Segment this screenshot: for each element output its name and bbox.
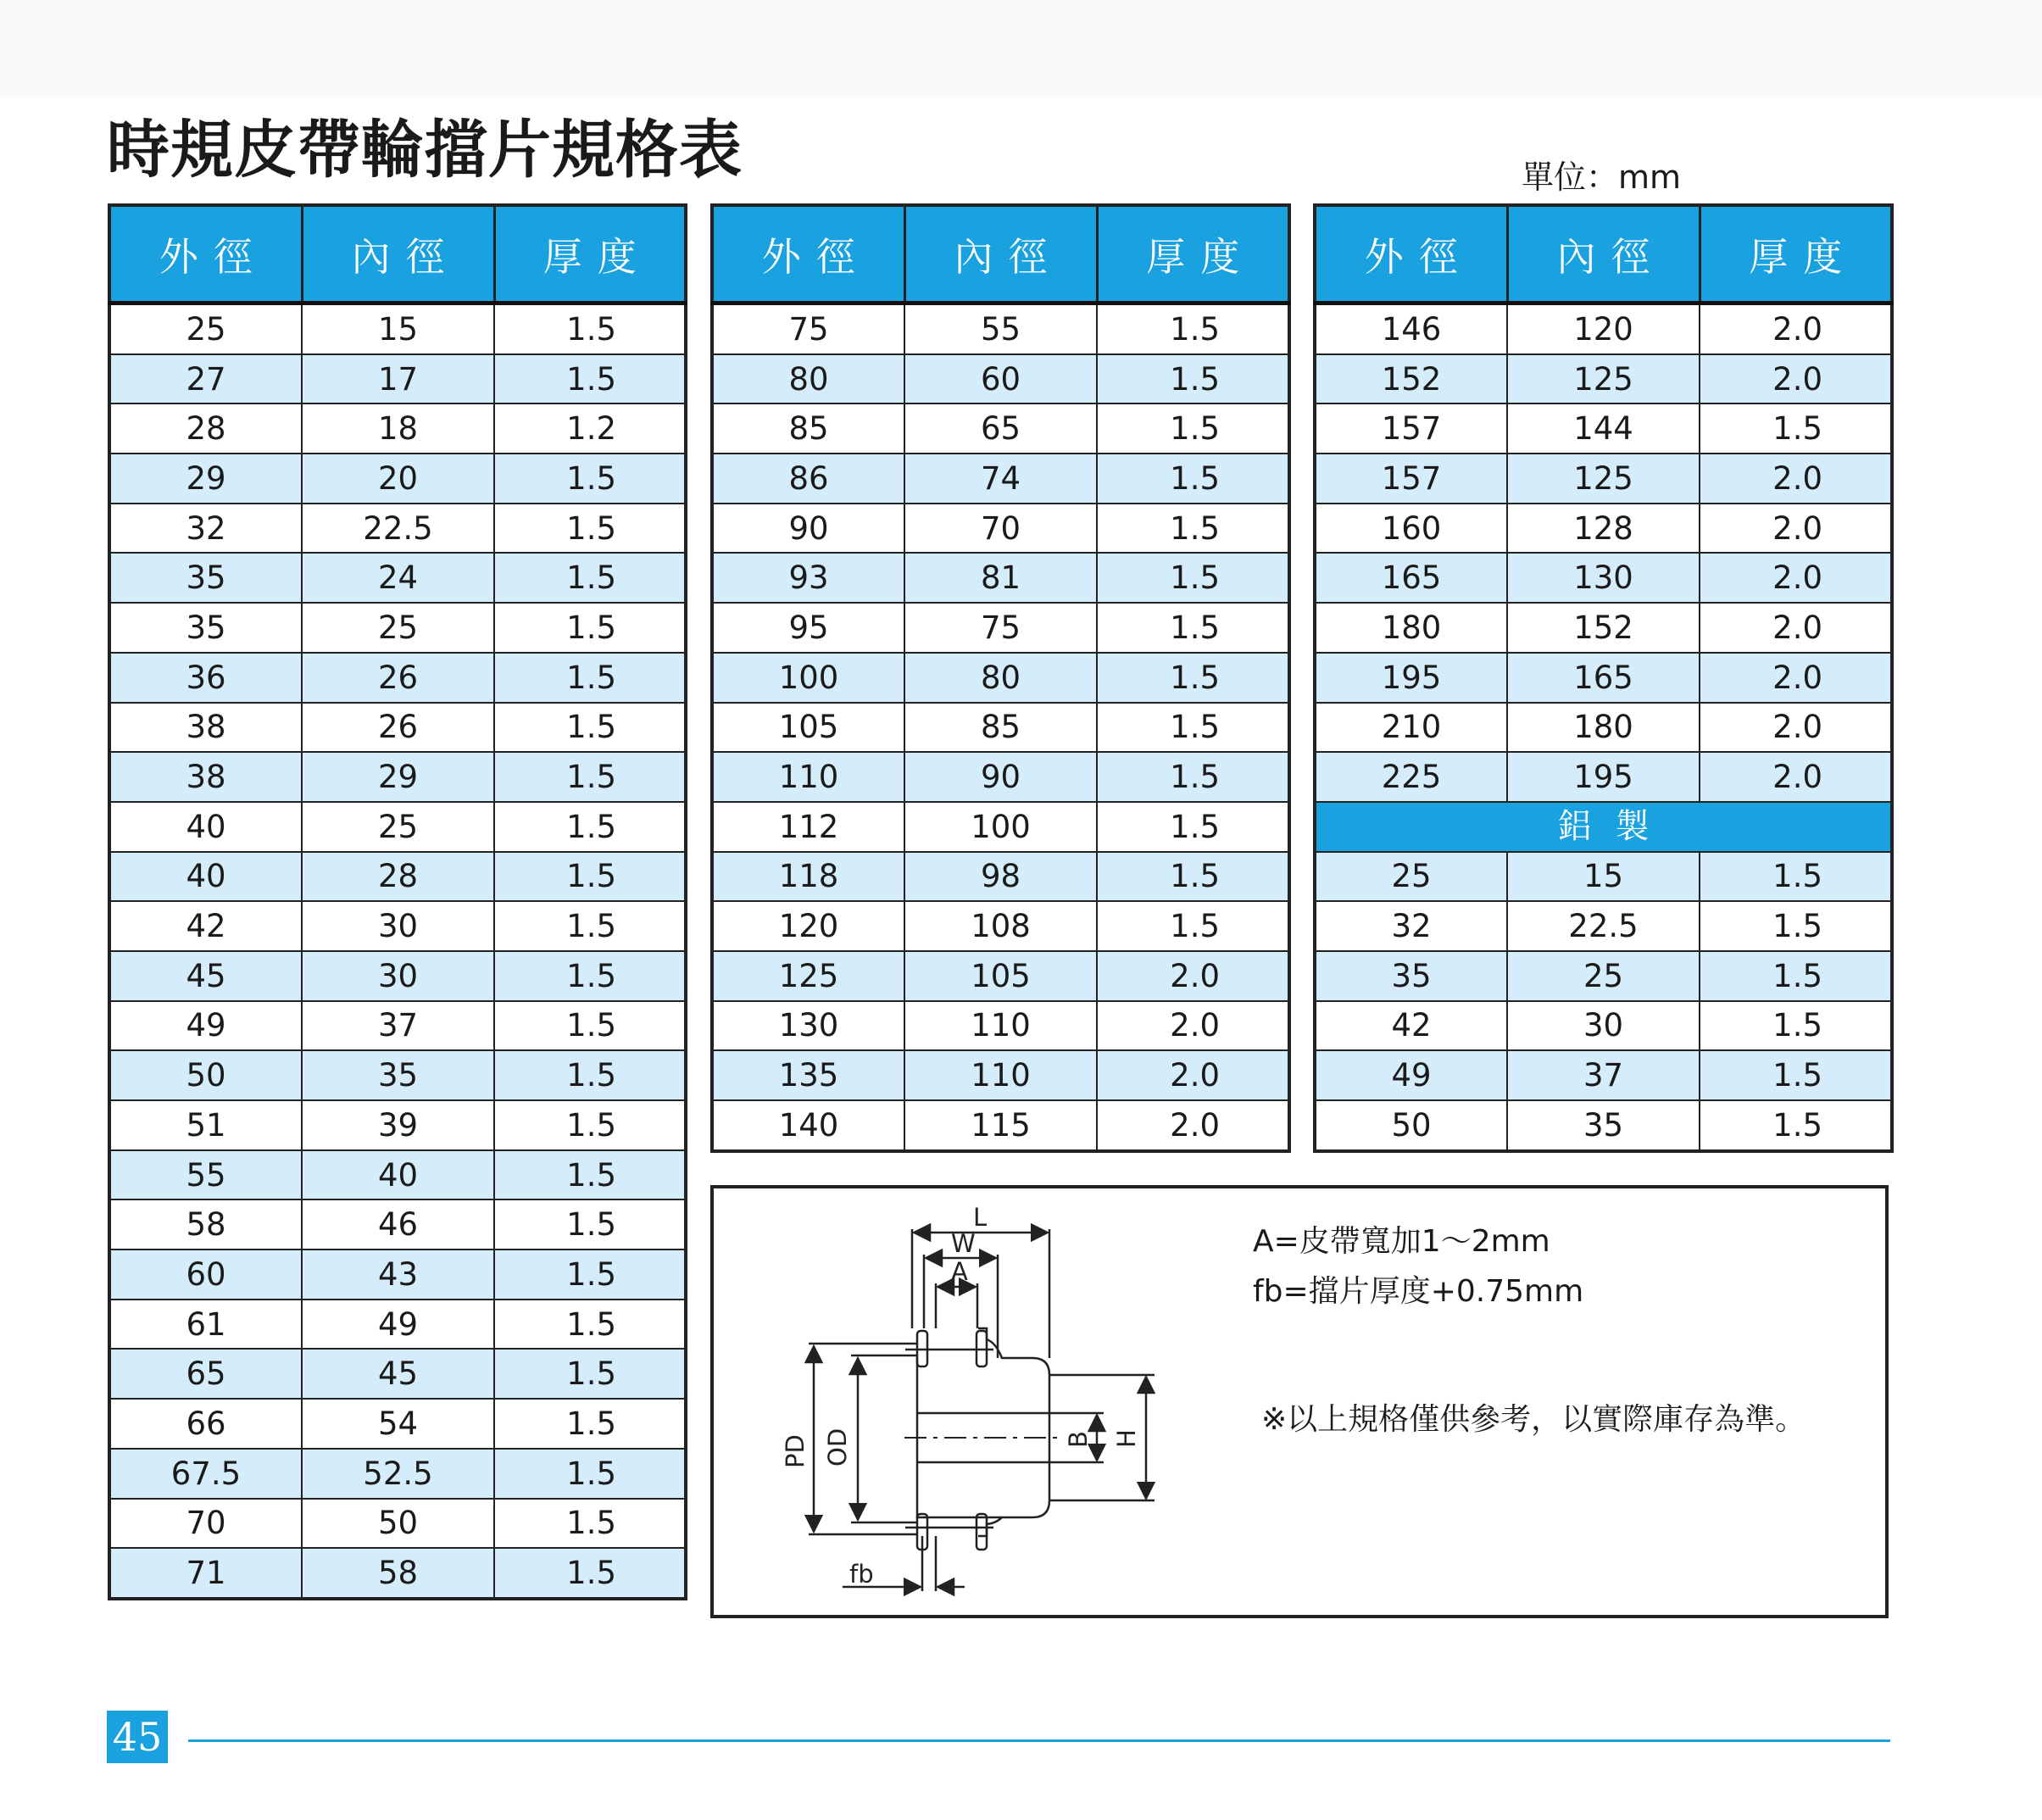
table-row: [109, 852, 686, 902]
inner-diameter-cell: 15: [1507, 852, 1700, 902]
table-row: [1315, 1001, 1892, 1051]
thickness-cell: 1.5: [494, 1300, 686, 1350]
inner-diameter-cell: 80: [904, 653, 1097, 703]
spec-table-3: [1313, 203, 1894, 1153]
header-thickness: 厚度: [494, 205, 686, 303]
table-row: [712, 802, 1289, 852]
table-row: [712, 454, 1289, 504]
thickness-cell: 1.2: [494, 404, 686, 454]
diagram-label-w: W: [951, 1229, 976, 1258]
table-row: [712, 951, 1289, 1001]
footer-rule: [188, 1739, 1890, 1742]
inner-diameter-cell: 50: [302, 1499, 494, 1549]
table-row: [712, 752, 1289, 802]
inner-diameter-cell: 105: [904, 951, 1097, 1001]
outer-diameter-cell: 36: [109, 653, 302, 703]
thickness-cell: 2.0: [1700, 703, 1892, 753]
inner-diameter-cell: 108: [904, 901, 1097, 951]
inner-diameter-cell: 165: [1507, 653, 1700, 703]
table-row: [109, 354, 686, 404]
thickness-cell: 1.5: [494, 1150, 686, 1200]
inner-diameter-cell: 45: [302, 1349, 494, 1399]
outer-diameter-cell: 118: [712, 852, 904, 902]
outer-diameter-cell: 146: [1315, 303, 1507, 354]
table-row: [109, 1499, 686, 1549]
thickness-cell: 2.0: [1700, 354, 1892, 404]
outer-diameter-cell: 105: [712, 703, 904, 753]
spec-table-2: [710, 203, 1291, 1153]
inner-diameter-cell: 15: [302, 303, 494, 354]
inner-diameter-cell: 144: [1507, 404, 1700, 454]
outer-diameter-cell: 157: [1315, 404, 1507, 454]
outer-diameter-cell: 160: [1315, 504, 1507, 554]
inner-diameter-cell: 120: [1507, 303, 1700, 354]
header-thickness: 厚度: [1700, 205, 1892, 303]
thickness-cell: 1.5: [1700, 404, 1892, 454]
thickness-cell: 1.5: [494, 1399, 686, 1449]
table-row: [1315, 553, 1892, 603]
inner-diameter-cell: 152: [1507, 603, 1700, 653]
inner-diameter-cell: 35: [302, 1050, 494, 1100]
outer-diameter-cell: 40: [109, 852, 302, 902]
table-row: [109, 1001, 686, 1051]
outer-diameter-cell: 195: [1315, 653, 1507, 703]
thickness-cell: 1.5: [494, 454, 686, 504]
table-row: [109, 1399, 686, 1449]
outer-diameter-cell: 71: [109, 1548, 302, 1599]
header-outer-diameter: 外徑: [712, 205, 904, 303]
thickness-cell: 1.5: [1097, 703, 1289, 753]
inner-diameter-cell: 22.5: [1507, 901, 1700, 951]
header-outer-diameter: 外徑: [1315, 205, 1507, 303]
outer-diameter-cell: 51: [109, 1100, 302, 1150]
table-row: [1315, 951, 1892, 1001]
inner-diameter-cell: 55: [904, 303, 1097, 354]
thickness-cell: 1.5: [1097, 404, 1289, 454]
outer-diameter-cell: 27: [109, 354, 302, 404]
thickness-cell: 1.5: [494, 802, 686, 852]
inner-diameter-cell: 125: [1507, 454, 1700, 504]
outer-diameter-cell: 140: [712, 1100, 904, 1151]
diagram-label-pd: PD: [781, 1434, 810, 1468]
inner-diameter-cell: 26: [302, 653, 494, 703]
outer-diameter-cell: 42: [1315, 1001, 1507, 1051]
outer-diameter-cell: 95: [712, 603, 904, 653]
inner-diameter-cell: 81: [904, 553, 1097, 603]
thickness-cell: 1.5: [494, 504, 686, 554]
thickness-cell: 1.5: [1097, 603, 1289, 653]
table-row: [712, 354, 1289, 404]
thickness-cell: 1.5: [1097, 303, 1289, 354]
outer-diameter-cell: 135: [712, 1050, 904, 1100]
thickness-cell: 1.5: [494, 752, 686, 802]
diagram-label-fb: fb: [849, 1560, 874, 1589]
thickness-cell: 1.5: [1700, 1100, 1892, 1151]
table-row: [109, 1349, 686, 1399]
inner-diameter-cell: 39: [302, 1100, 494, 1150]
inner-diameter-cell: 85: [904, 703, 1097, 753]
inner-diameter-cell: 37: [302, 1001, 494, 1051]
outer-diameter-cell: 49: [1315, 1050, 1507, 1100]
outer-diameter-cell: 66: [109, 1399, 302, 1449]
thickness-cell: 1.5: [1097, 653, 1289, 703]
table-row: [1315, 1050, 1892, 1100]
inner-diameter-cell: 18: [302, 404, 494, 454]
diagram-label-od: OD: [823, 1428, 852, 1467]
table-row: [1315, 303, 1892, 354]
outer-diameter-cell: 85: [712, 404, 904, 454]
thickness-cell: 1.5: [1097, 454, 1289, 504]
outer-diameter-cell: 86: [712, 454, 904, 504]
outer-diameter-cell: 49: [109, 1001, 302, 1051]
outer-diameter-cell: 55: [109, 1150, 302, 1200]
table-row: [109, 1449, 686, 1499]
table-row: [109, 454, 686, 504]
thickness-cell: 1.5: [1097, 901, 1289, 951]
table-row: [109, 553, 686, 603]
thickness-cell: 1.5: [1097, 504, 1289, 554]
inner-diameter-cell: 60: [904, 354, 1097, 404]
outer-diameter-cell: 112: [712, 802, 904, 852]
thickness-cell: 1.5: [494, 1001, 686, 1051]
thickness-cell: 2.0: [1700, 752, 1892, 802]
inner-diameter-cell: 98: [904, 852, 1097, 902]
table-row: [1315, 752, 1892, 802]
table-row: [1315, 354, 1892, 404]
inner-diameter-cell: 43: [302, 1250, 494, 1300]
thickness-cell: 1.5: [494, 703, 686, 753]
aluminum-subheader: 鋁製: [1315, 802, 1892, 852]
inner-diameter-cell: 30: [302, 901, 494, 951]
thickness-cell: 1.5: [494, 901, 686, 951]
table-row: [109, 404, 686, 454]
outer-diameter-cell: 65: [109, 1349, 302, 1399]
thickness-cell: 2.0: [1700, 653, 1892, 703]
outer-diameter-cell: 120: [712, 901, 904, 951]
inner-diameter-cell: 30: [1507, 1001, 1700, 1051]
inner-diameter-cell: 125: [1507, 354, 1700, 404]
unit-label: 單位：mm: [1522, 159, 1682, 196]
thickness-cell: 1.5: [1097, 852, 1289, 902]
thickness-cell: 1.5: [1097, 553, 1289, 603]
inner-diameter-cell: 25: [302, 802, 494, 852]
inner-diameter-cell: 17: [302, 354, 494, 404]
inner-diameter-cell: 49: [302, 1300, 494, 1350]
page-title: 時規皮帶輪擋片規格表: [107, 114, 743, 186]
thickness-cell: 1.5: [494, 553, 686, 603]
diagram-label-l: L: [973, 1203, 988, 1232]
outer-diameter-cell: 50: [109, 1050, 302, 1100]
inner-diameter-cell: 90: [904, 752, 1097, 802]
inner-diameter-cell: 24: [302, 553, 494, 603]
outer-diameter-cell: 25: [1315, 852, 1507, 902]
outer-diameter-cell: 45: [109, 951, 302, 1001]
thickness-cell: 2.0: [1097, 1001, 1289, 1051]
diagram-label-b: B: [1064, 1431, 1093, 1448]
outer-diameter-cell: 180: [1315, 603, 1507, 653]
outer-diameter-cell: 38: [109, 752, 302, 802]
outer-diameter-cell: 100: [712, 653, 904, 703]
thickness-cell: 1.5: [1700, 951, 1892, 1001]
outer-diameter-cell: 35: [1315, 951, 1507, 1001]
table-row: [712, 703, 1289, 753]
inner-diameter-cell: 28: [302, 852, 494, 902]
thickness-cell: 1.5: [1097, 354, 1289, 404]
header-inner-diameter: 內徑: [302, 205, 494, 303]
header-inner-diameter: 內徑: [904, 205, 1097, 303]
thickness-cell: 2.0: [1700, 603, 1892, 653]
table-row: [109, 1199, 686, 1250]
table-row: [712, 1100, 1289, 1151]
table-row: [712, 901, 1289, 951]
inner-diameter-cell: 65: [904, 404, 1097, 454]
header-outer-diameter: 外徑: [109, 205, 302, 303]
inner-diameter-cell: 75: [904, 603, 1097, 653]
table-row: [1315, 1100, 1892, 1151]
inner-diameter-cell: 35: [1507, 1100, 1700, 1151]
table-row: [712, 852, 1289, 902]
outer-diameter-cell: 80: [712, 354, 904, 404]
outer-diameter-cell: 70: [109, 1499, 302, 1549]
outer-diameter-cell: 28: [109, 404, 302, 454]
inner-diameter-cell: 26: [302, 703, 494, 753]
table-row: [712, 553, 1289, 603]
inner-diameter-cell: 25: [1507, 951, 1700, 1001]
header-thickness: 厚度: [1097, 205, 1289, 303]
table-row: [109, 901, 686, 951]
outer-diameter-cell: 40: [109, 802, 302, 852]
inner-diameter-cell: 195: [1507, 752, 1700, 802]
thickness-cell: 1.5: [494, 951, 686, 1001]
outer-diameter-cell: 110: [712, 752, 904, 802]
thickness-cell: 1.5: [494, 603, 686, 653]
table-row: [1315, 454, 1892, 504]
outer-diameter-cell: 93: [712, 553, 904, 603]
table-row: [1315, 703, 1892, 753]
table-row: [712, 303, 1289, 354]
diagram-label-h: H: [1112, 1429, 1141, 1448]
thickness-cell: 1.5: [1700, 1050, 1892, 1100]
inner-diameter-cell: 25: [302, 603, 494, 653]
inner-diameter-cell: 74: [904, 454, 1097, 504]
outer-diameter-cell: 35: [109, 603, 302, 653]
outer-diameter-cell: 38: [109, 703, 302, 753]
table-row: [712, 1001, 1289, 1051]
table-row: [109, 653, 686, 703]
top-band: [0, 0, 2042, 97]
thickness-cell: 1.5: [494, 1050, 686, 1100]
inner-diameter-cell: 20: [302, 454, 494, 504]
table-row: [1315, 901, 1892, 951]
inner-diameter-cell: 30: [302, 951, 494, 1001]
outer-diameter-cell: 225: [1315, 752, 1507, 802]
table-row: [109, 752, 686, 802]
thickness-cell: 1.5: [494, 1548, 686, 1599]
table-row: [1315, 504, 1892, 554]
inner-diameter-cell: 40: [302, 1150, 494, 1200]
inner-diameter-cell: 115: [904, 1100, 1097, 1151]
table-row: [109, 504, 686, 554]
outer-diameter-cell: 32: [109, 504, 302, 554]
inner-diameter-cell: 52.5: [302, 1449, 494, 1499]
note-disclaimer: ※以上規格僅供參考，以實際庫存為準。: [1261, 1402, 1806, 1437]
inner-diameter-cell: 110: [904, 1050, 1097, 1100]
table-row: [109, 1548, 686, 1599]
diagram-note-box: [710, 1185, 1889, 1618]
table-row: [712, 653, 1289, 703]
outer-diameter-cell: 152: [1315, 354, 1507, 404]
inner-diameter-cell: 180: [1507, 703, 1700, 753]
outer-diameter-cell: 42: [109, 901, 302, 951]
outer-diameter-cell: 60: [109, 1250, 302, 1300]
thickness-cell: 1.5: [1097, 752, 1289, 802]
thickness-cell: 1.5: [494, 354, 686, 404]
table-row: [712, 404, 1289, 454]
inner-diameter-cell: 54: [302, 1399, 494, 1449]
table-row: [1315, 404, 1892, 454]
outer-diameter-cell: 90: [712, 504, 904, 554]
thickness-cell: 2.0: [1097, 1050, 1289, 1100]
table-row: [109, 703, 686, 753]
inner-diameter-cell: 110: [904, 1001, 1097, 1051]
outer-diameter-cell: 58: [109, 1199, 302, 1250]
table-row: [1315, 653, 1892, 703]
inner-diameter-cell: 22.5: [302, 504, 494, 554]
table-row: [109, 802, 686, 852]
thickness-cell: 2.0: [1700, 303, 1892, 354]
table-row: [109, 1150, 686, 1200]
thickness-cell: 1.5: [494, 653, 686, 703]
outer-diameter-cell: 75: [712, 303, 904, 354]
inner-diameter-cell: 37: [1507, 1050, 1700, 1100]
outer-diameter-cell: 125: [712, 951, 904, 1001]
outer-diameter-cell: 29: [109, 454, 302, 504]
inner-diameter-cell: 70: [904, 504, 1097, 554]
table-row: [109, 1100, 686, 1150]
outer-diameter-cell: 32: [1315, 901, 1507, 951]
thickness-cell: 1.5: [1700, 901, 1892, 951]
thickness-cell: 1.5: [1700, 852, 1892, 902]
outer-diameter-cell: 165: [1315, 553, 1507, 603]
outer-diameter-cell: 50: [1315, 1100, 1507, 1151]
outer-diameter-cell: 130: [712, 1001, 904, 1051]
inner-diameter-cell: 46: [302, 1199, 494, 1250]
table-row: [1315, 852, 1892, 902]
outer-diameter-cell: 210: [1315, 703, 1507, 753]
pulley-flange-diagram: [714, 1188, 1239, 1615]
thickness-cell: 2.0: [1700, 553, 1892, 603]
table-row: [109, 951, 686, 1001]
thickness-cell: 1.5: [494, 1449, 686, 1499]
table-row: [1315, 603, 1892, 653]
outer-diameter-cell: 157: [1315, 454, 1507, 504]
outer-diameter-cell: 67.5: [109, 1449, 302, 1499]
table-row: [712, 1050, 1289, 1100]
thickness-cell: 1.5: [494, 303, 686, 354]
note-belt-width: A=皮帶寬加1～2mm: [1253, 1224, 1550, 1259]
outer-diameter-cell: 61: [109, 1300, 302, 1350]
thickness-cell: 2.0: [1700, 454, 1892, 504]
diagram-label-a: A: [951, 1257, 968, 1286]
thickness-cell: 1.5: [494, 1250, 686, 1300]
thickness-cell: 1.5: [494, 1199, 686, 1250]
inner-diameter-cell: 58: [302, 1548, 494, 1599]
thickness-cell: 2.0: [1097, 1100, 1289, 1151]
table-row: [109, 603, 686, 653]
spec-table-1: [108, 203, 687, 1600]
table-row: [109, 1250, 686, 1300]
note-flange-thickness: fb=擋片厚度+0.75mm: [1253, 1274, 1584, 1309]
thickness-cell: 1.5: [494, 1499, 686, 1549]
table-row: [109, 1050, 686, 1100]
thickness-cell: 2.0: [1097, 951, 1289, 1001]
table-row: [109, 1300, 686, 1350]
inner-diameter-cell: 100: [904, 802, 1097, 852]
thickness-cell: 1.5: [494, 852, 686, 902]
thickness-cell: 1.5: [1700, 1001, 1892, 1051]
page-number: 45: [107, 1711, 168, 1763]
inner-diameter-cell: 128: [1507, 504, 1700, 554]
thickness-cell: 1.5: [494, 1100, 686, 1150]
table-row: [712, 504, 1289, 554]
outer-diameter-cell: 25: [109, 303, 302, 354]
inner-diameter-cell: 29: [302, 752, 494, 802]
table-row: [109, 303, 686, 354]
header-inner-diameter: 內徑: [1507, 205, 1700, 303]
thickness-cell: 1.5: [494, 1349, 686, 1399]
thickness-cell: 2.0: [1700, 504, 1892, 554]
outer-diameter-cell: 35: [109, 553, 302, 603]
thickness-cell: 1.5: [1097, 802, 1289, 852]
inner-diameter-cell: 130: [1507, 553, 1700, 603]
table-row: [712, 603, 1289, 653]
